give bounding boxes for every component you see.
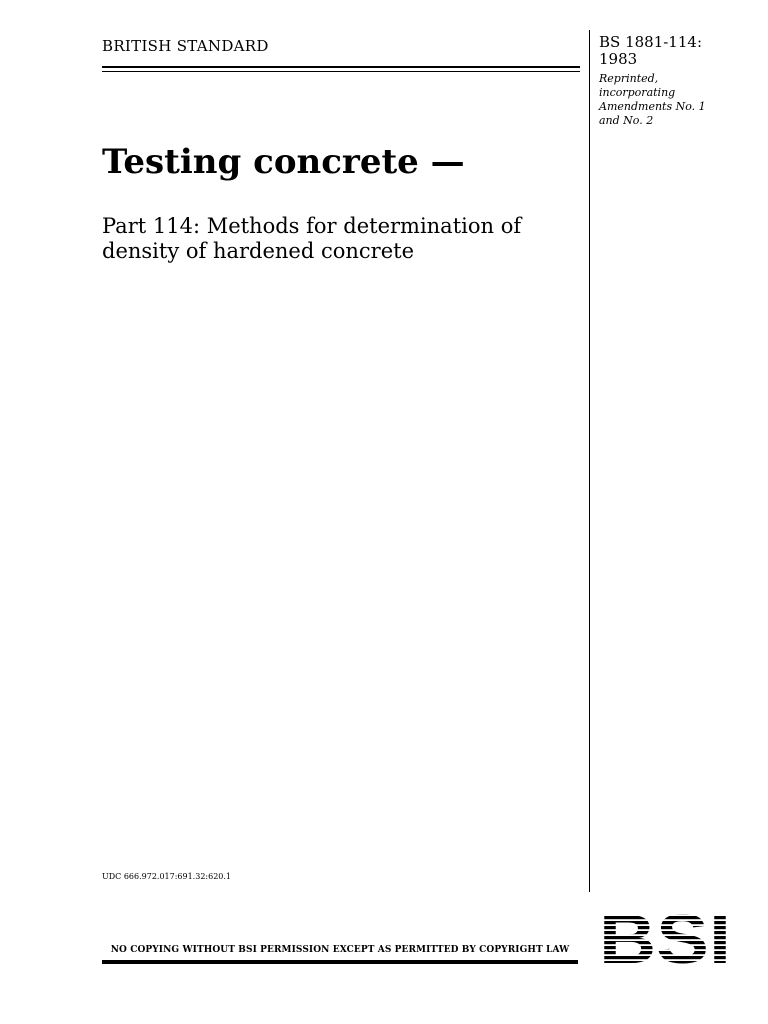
subtitle-line2: density of hardened concrete <box>102 239 415 263</box>
standard-number-line1: BS 1881-114: <box>599 33 702 51</box>
document-subtitle <box>102 214 582 264</box>
reprint-line: Reprinted, <box>599 72 659 85</box>
reprint-line: incorporating <box>599 86 676 99</box>
standard-type-label: BRITISH STANDARD <box>102 37 269 55</box>
copyright-notice: NO COPYING WITHOUT BSI PERMISSION EXCEPT AS PERMITTED BY COPYRIGHT LAW <box>110 945 570 955</box>
standard-number <box>599 34 739 68</box>
document-title: Testing concrete — <box>102 142 465 182</box>
reprint-note <box>599 72 739 128</box>
standard-number-line2: 1983 <box>599 50 638 68</box>
udc-classification: UDC 666.972.017:691.32:620.1 <box>102 872 231 881</box>
vertical-divider <box>589 30 590 892</box>
bsi-logo <box>597 906 733 966</box>
reprint-line: and No. 2 <box>599 114 654 127</box>
subtitle-line1: Part 114: Methods for determination of <box>102 214 522 238</box>
header-double-rule <box>102 66 580 72</box>
footer-rule <box>102 960 578 964</box>
reprint-line: Amendments No. 1 <box>599 100 706 113</box>
